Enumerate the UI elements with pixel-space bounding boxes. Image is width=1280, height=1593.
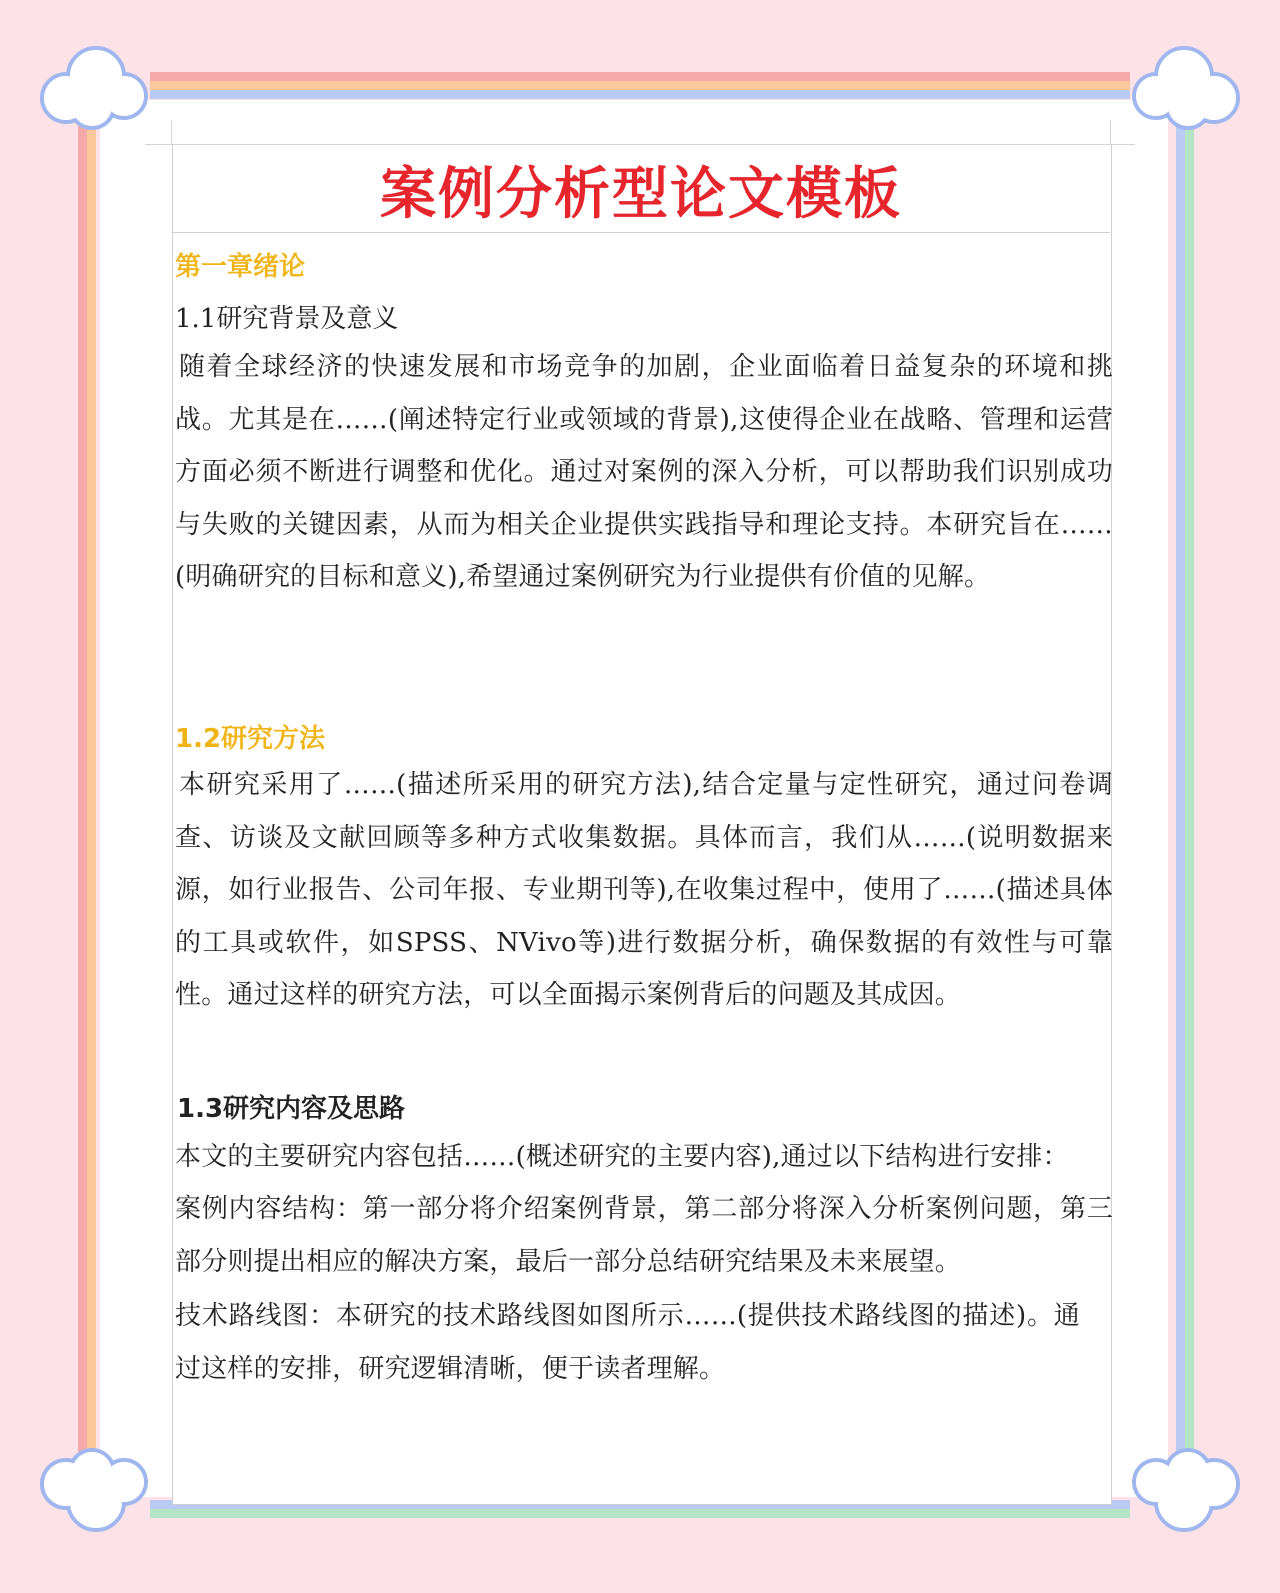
cloud-icon <box>1124 1440 1254 1540</box>
frame-stripe-right-green <box>1185 125 1194 1475</box>
frame-stripe-top-red <box>150 72 1130 81</box>
cloud-icon <box>26 38 156 138</box>
page-title: 案例分析型论文模板 <box>380 162 902 227</box>
frame-stripe-left-orange <box>87 125 96 1475</box>
frame-stripe-right-blue <box>1176 125 1185 1475</box>
section-1-3-paragraph-structure: 案例内容结构：第一部分将介绍案例背景，第二部分将深入分析案例问题，第三部分则提出相应的解决方案，最后一部分总结研究结果及未来展望。 <box>175 1194 1113 1277</box>
frame-stripe-bottom-green <box>150 1509 1130 1518</box>
page-bottom-rule <box>172 1504 1112 1505</box>
section-1-2-paragraph: 本研究采用了……(描述所采用的研究方法),结合定量与定性研究，通过问卷调查、访谈及文献回顾等多种方式收集数据。具体而言，我们从……(说明数据来源，如行业报告、公司年报、专业期刊等),在收集过程中，使用了……(描述具体的工具或软件，如SPSS、NVivo等)进行数据分析，确保数据的有效性与可靠性。通过这样的研究方法，可以全面揭示案例背后的问题及其成因。 <box>175 770 1113 1010</box>
section-heading-1-1: 1.1研究背景及意义 <box>175 304 399 334</box>
section-heading-1-3: 1.3研究内容及思路 <box>177 1094 406 1124</box>
title-divider <box>172 232 1110 233</box>
page-corner-mark-right <box>1110 120 1111 144</box>
chapter-heading: 第一章绪论 <box>175 252 306 282</box>
page-corner-mark-left <box>171 120 172 144</box>
section-1-1-paragraph: 随着全球经济的快速发展和市场竞争的加剧，企业面临着日益复杂的环境和挑战。尤其是在……(阐述特定行业或领域的背景),这使得企业在战略、管理和运营方面必须不断进行调整和优化。通过对案例的深入分析，可以帮助我们识别成功与失败的关键因素，从而为相关企业提供实践指导和理论支持。本研究旨在……(明确研究的目标和意义),希望通过案例研究为行业提供有价值的见解。 <box>175 352 1113 592</box>
cloud-icon <box>26 1440 156 1540</box>
section-1-3-paragraph-intro: 本文的主要研究内容包括……(概述研究的主要内容),通过以下结构进行安排： <box>175 1142 1069 1172</box>
frame-stripe-top-blue <box>150 90 1130 99</box>
cloud-icon <box>1124 38 1254 138</box>
section-1-3-paragraph-roadmap: 技术路线图：本研究的技术路线图如图所示……(提供技术路线图的描述)。通过这样的安排，研究逻辑清晰，便于读者理解。 <box>175 1301 1080 1384</box>
page-top-rule <box>145 144 1135 145</box>
frame-stripe-left-red <box>78 125 87 1475</box>
section-heading-1-2: 1.2研究方法 <box>175 724 326 754</box>
frame-stripe-top-orange <box>150 81 1130 90</box>
